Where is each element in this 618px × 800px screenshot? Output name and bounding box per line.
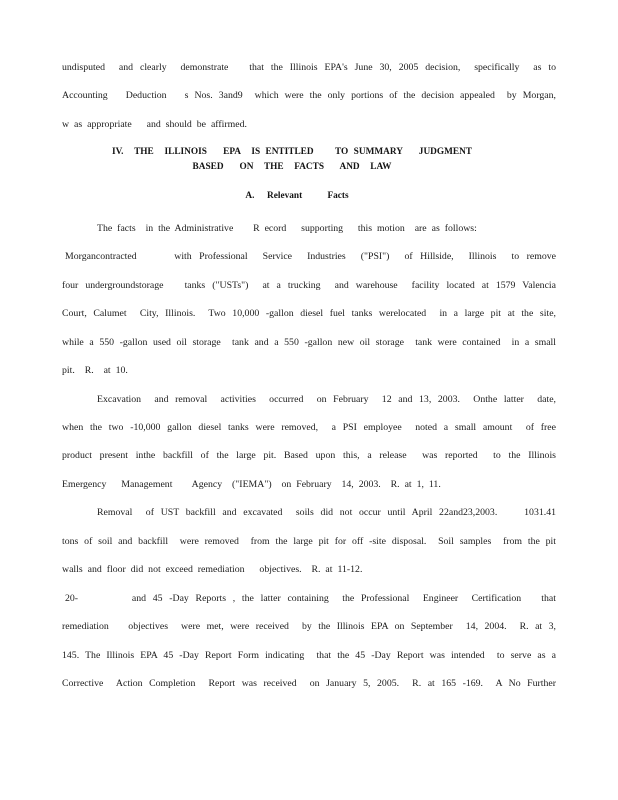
paragraph-2 [62, 215, 556, 386]
text-line: The facts in the Administrative R ecord supporting this motion are as follows: [97, 222, 477, 234]
text-line: remediation objectives were met, were received by the Illinois EPA on September 14, 2004. R. at 3, [62, 621, 556, 633]
text-line: undisputed and clearly demonstrate that the Illinois EPA's June 30, 2005 decision, specifically as to [62, 62, 556, 73]
section-heading-line: IV. THE ILLINOIS EPA IS ENTITLED TO SUMMARY JUDGMENT [112, 147, 472, 158]
text-line: when the two -10,000 gallon diesel tanks were removed, a PSI employee noted a small amount of free [62, 421, 556, 433]
text-line: product present inthe backfill of the large pit. Based upon this, a release was reported to the Illinois [62, 450, 556, 462]
text-line: Accounting Deduction s Nos. 3and9 which were the only portions of the decision appealed by Morgan, [62, 90, 556, 102]
text-line: Emergency Management Agency ("IEMA") on February 14, 2003. R. at 1, 11. [62, 478, 441, 490]
text-line: walls and floor did not exceed remediation objectives. R. at 11-12. [62, 564, 363, 576]
text-line: w as appropriate and should be affirmed. [62, 118, 247, 130]
paragraph-4 [62, 499, 556, 584]
text-line: Court, Calumet City, Illinois. Two 10,000 -gallon diesel fuel tanks werelocated in a large pit at the site, [62, 308, 556, 320]
section-heading [112, 145, 472, 175]
text-line: Morgancontracted with Professional Service Industries ("PSI") of Hillside, Illinois to remove [65, 251, 556, 263]
document-text [62, 54, 556, 699]
text-line: Corrective Action Completion Report was received on January 5, 2005. R. at 165 -169. A No Further [62, 678, 556, 690]
subsection-heading: A. Relevant Facts [245, 191, 349, 202]
text-line: 20- and 45 -Day Reports , the latter containing the Professional Engineer Certification that [65, 592, 556, 604]
paragraph-5 [62, 585, 556, 699]
text-line: 145. The Illinois EPA 45 -Day Report Form indicating that the 45 -Day Report was intended to serve as a [62, 649, 556, 661]
text-line: while a 550 -gallon used oil storage tank and a 550 -gallon new oil storage tank were contained in a small [62, 336, 556, 348]
text-line: Excavation and removal activities occurred on February 12 and 13, 2003. Onthe latter date, [97, 393, 556, 405]
paragraph-3 [62, 386, 556, 500]
text-line: Removal of UST backfill and excavated soils did not occur until April 22and23,2003. 1031.41 [97, 507, 556, 519]
paragraph-1 [62, 54, 556, 139]
text-line: pit. R. at 10. [62, 365, 128, 377]
text-line: tons of soil and backfill were removed from the large pit for off -site disposal. Soil samples from the pit [62, 535, 556, 547]
section-heading-line: BASED ON THE FACTS AND LAW [192, 162, 392, 173]
text-line: four undergroundstorage tanks ("USTs") at a trucking and warehouse facility located at 1579 Valencia [62, 279, 556, 291]
